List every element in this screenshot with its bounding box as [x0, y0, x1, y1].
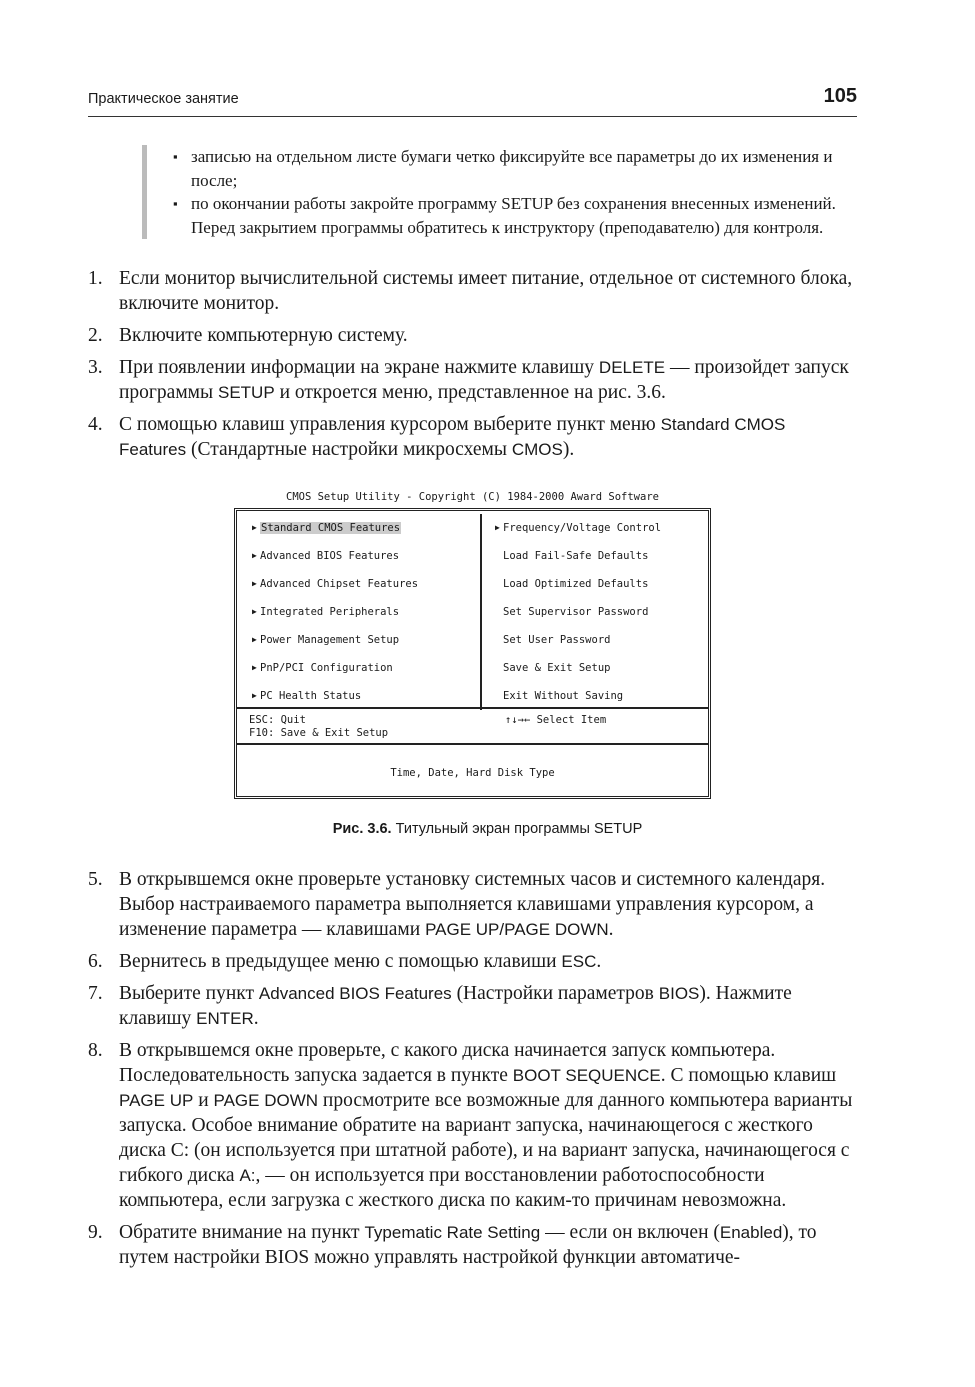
step-text: . [253, 1008, 259, 1029]
bios-menu-item[interactable] [240, 570, 480, 598]
step-item [88, 266, 857, 316]
step-number: 8. [88, 1040, 103, 1061]
step-number: 9. [88, 1222, 103, 1243]
step-text: ), то путем настройки BIOS можно управлять настройкой функции автоматиче- [119, 1222, 817, 1268]
step-number: 5. [88, 869, 103, 890]
menu-name: Standard CMOS Features [119, 415, 786, 459]
bios-item-description: Time, Date, Hard Disk Type [390, 767, 555, 779]
key-name: PAGE UP [119, 1091, 194, 1110]
figure-caption [0, 821, 975, 837]
bios-menu-item[interactable] [483, 542, 708, 570]
help-f10: F10: Save & Exit Setup [249, 727, 389, 739]
term: CMOS [511, 440, 563, 459]
bios-menu-item[interactable] [483, 626, 708, 654]
submenu-arrow-icon: ▶ [252, 691, 257, 700]
step-number: 1. [88, 268, 103, 289]
step-number: 3. [88, 357, 103, 378]
bios-setup-screen [234, 508, 711, 799]
step-item [88, 412, 857, 462]
term: BIOS [658, 984, 700, 1003]
step-number: 6. [88, 951, 103, 972]
help-select: ↑↓→← Select Item [505, 714, 607, 726]
bios-menu-item[interactable] [483, 598, 708, 626]
note-item: ▪ записью на отдельном листе бумаги четко фиксируйте все параметры до их изменения и после; [167, 145, 882, 192]
step-text: Если монитор вычислительной системы имеет питание, отдельное от системного блока, включите монитор. [119, 268, 853, 314]
bios-menu-item[interactable] [483, 514, 708, 542]
step-text: В открывшемся окне проверьте, с какого диска начинается запуск компьютера. Последовательность запуска задается в пункте [119, 1040, 776, 1086]
bios-menu-label: Set User Password [503, 634, 611, 646]
step-text: С помощью клавиш управления курсором выберите пункт меню [119, 414, 661, 435]
notes-block [142, 145, 882, 239]
bios-menu-label: Advanced Chipset Features [260, 578, 419, 590]
bios-menu-label: Exit Without Saving [503, 690, 624, 702]
step-text: ). [562, 439, 575, 460]
bios-menu-label: Power Management Setup [260, 634, 400, 646]
step-number: 4. [88, 414, 103, 435]
bios-menu-label: Set Supervisor Password [503, 606, 649, 618]
bios-menu-item[interactable] [240, 626, 480, 654]
submenu-arrow-icon: ▶ [252, 635, 257, 644]
step-text: Обратите внимание на пункт [119, 1222, 365, 1243]
bios-menu-label: PC Health Status [260, 690, 362, 702]
bios-menu-item[interactable] [483, 682, 708, 710]
bios-help-bar [237, 707, 708, 745]
step-text: (Настройки параметров [451, 983, 659, 1004]
submenu-arrow-icon: ▶ [252, 579, 257, 588]
submenu-arrow-icon: ▶ [252, 663, 257, 672]
step-text: Включите компьютерную систему. [119, 325, 408, 346]
bios-menu-item[interactable] [240, 682, 480, 710]
page-number: 105 [823, 85, 857, 107]
step-text: просмотрите все возможные для данного компьютера варианты запуска. Особое внимание обратите на вариант запуска, начинающегося с жесткого диска C: (он используется при штатной работе), и на вариант запуска, начинающегося с гибкого диска [119, 1090, 853, 1186]
submenu-arrow-icon: ▶ [252, 607, 257, 616]
step-text: . С помощью клавиш [660, 1065, 837, 1086]
step-text: . [608, 919, 614, 940]
step-text: (Стандартные настройки микросхемы [186, 439, 512, 460]
bios-menu-item[interactable] [240, 654, 480, 682]
step-text: Выберите пункт [119, 983, 259, 1004]
bios-menu-label: PnP/PCI Configuration [260, 662, 393, 674]
steps-list-1 [88, 266, 857, 469]
menu-name: Advanced BIOS Features [258, 984, 452, 1003]
menu-name: BOOT SEQUENCE [512, 1066, 661, 1085]
step-text: В открывшемся окне проверьте установку системных часов и системного календаря. Выбор настраиваемого параметра выполняется клавишами управления курсором, а изменение параметра — клавишами [119, 869, 826, 940]
step-text: При появлении информации на экране нажмите клавишу [119, 357, 599, 378]
bios-menu-right [483, 514, 708, 710]
submenu-arrow-icon: ▶ [252, 523, 257, 532]
bios-menu-left [240, 514, 482, 710]
step-text: и [193, 1090, 214, 1111]
step-text: , — он используется при восстановлении работоспособности компьютера, если загрузка с жесткого диска по каким-то причинам невозможна. [119, 1165, 787, 1211]
figure-caption-text: Титульный экран программы SETUP [395, 821, 643, 837]
submenu-arrow-icon: ▶ [252, 551, 257, 560]
bios-menu-item[interactable] [240, 542, 480, 570]
step-number: 7. [88, 983, 103, 1004]
key-name: ESC [561, 952, 597, 971]
drive-name: A: [239, 1166, 256, 1185]
section-title: Практическое занятие [88, 91, 239, 107]
step-item [88, 1220, 857, 1270]
program-name: SETUP [218, 383, 275, 402]
step-item [88, 355, 857, 405]
step-item [88, 1038, 857, 1213]
submenu-arrow-icon: ▶ [495, 523, 500, 532]
step-text: ). Нажмите клавишу [119, 983, 792, 1029]
step-item [88, 867, 857, 942]
help-esc: ESC: Quit [249, 714, 306, 726]
menu-name: Typematic Rate Setting [364, 1223, 541, 1242]
bios-menu-label: Frequency/Voltage Control [503, 522, 662, 534]
step-text: — если он включен ( [540, 1222, 720, 1243]
bios-menu-label: Save & Exit Setup [503, 662, 611, 674]
step-text: Вернитесь в предыдущее меню с помощью клавиши [119, 951, 562, 972]
step-text: — произойдет запуск программы [119, 357, 849, 403]
step-text: и откроется меню, представленное на рис. 3.6. [274, 382, 666, 403]
bios-menu-item[interactable] [483, 570, 708, 598]
step-item [88, 323, 857, 348]
bios-menu-label: Integrated Peripherals [260, 606, 400, 618]
page-header [88, 86, 857, 117]
step-text: . [596, 951, 602, 972]
note-item: ▪ по окончании работы закройте программу SETUP без сохранения внесенных изменений. Перед закрытием программы обратитесь к инструктору (преподавателю) для контроля. [167, 192, 882, 239]
step-number: 2. [88, 325, 103, 346]
bios-menu-item[interactable] [240, 598, 480, 626]
bios-menu-label: Load Fail-Safe Defaults [503, 550, 649, 562]
key-name: PAGE UP/PAGE DOWN [425, 920, 609, 939]
bios-menu-label: Load Optimized Defaults [503, 578, 649, 590]
bios-menu-label: Advanced BIOS Features [260, 550, 400, 562]
term: Enabled [719, 1223, 783, 1242]
figure-label: Рис. 3.6. [332, 821, 392, 837]
step-item [88, 981, 857, 1031]
key-name: DELETE [598, 358, 666, 377]
key-name: ENTER [196, 1009, 254, 1028]
bios-menu-item[interactable] [240, 514, 480, 542]
step-item [88, 949, 857, 974]
bios-menu-label: Standard CMOS Features [261, 522, 401, 534]
bios-title: CMOS Setup Utility - Copyright (C) 1984-2000 Award Software [286, 491, 659, 503]
bios-menu-item[interactable] [483, 654, 708, 682]
key-name: PAGE DOWN [213, 1091, 319, 1110]
steps-list-2 [88, 867, 857, 1277]
